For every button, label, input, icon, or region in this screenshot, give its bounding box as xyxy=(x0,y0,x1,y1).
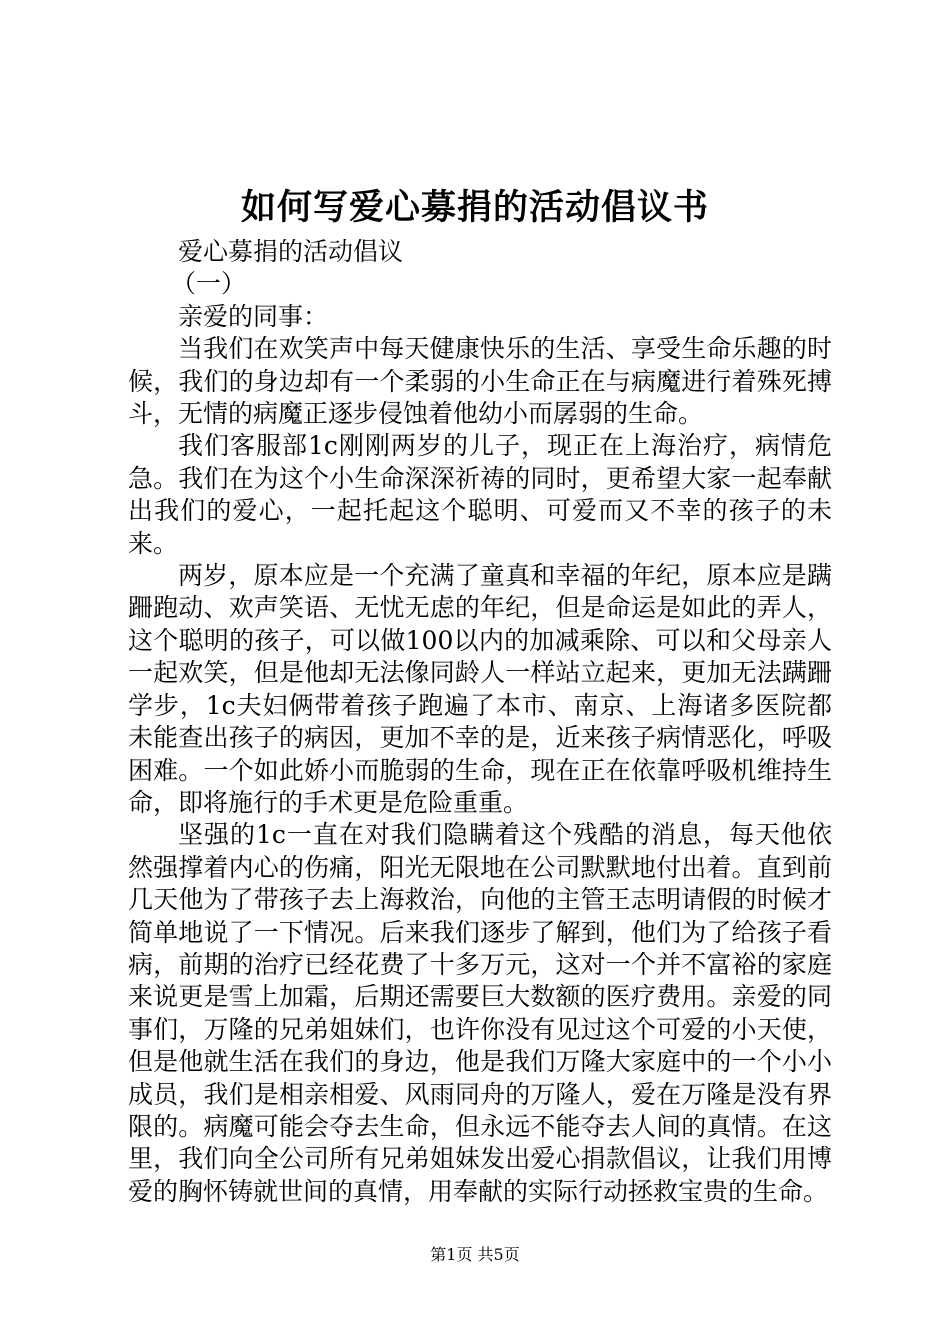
salutation: 亲爱的同事： xyxy=(178,301,329,331)
body-paragraph-1: 当我们在欢笑声中每天健康快乐的生活、享受生命乐趣的时候，我们的身边却有一个柔弱的小生命正在与病魔进行着殊死搏斗，无情的病魔正逐步侵蚀着他幼小而孱弱的生命。 xyxy=(128,334,832,429)
body-paragraph-4: 坚强的1c一直在对我们隐瞒着这个残酷的消息，每天他依然强撑着内心的伤痛，阳光无限地在公司默默地付出着。直到前几天他为了带孩子去上海救治，向他的主管王志明请假的时候才简单地说了一下情况。后来我们逐步了解到，他们为了给孩子看病，前期的治疗已经花费了十多万元，这对一个并不富裕的家庭来说更是雪上加霜，后期还需要巨大数额的医疗费用。亲爱的同事们，万隆的兄弟姐妹们，也许你没有见过这个可爱的小天使，但是他就生活在我们的身边，他是我们万隆大家庭中的一个小小成员，我们是相亲相爱、风雨同舟的万隆人，爱在万隆是没有界限的。病魔可能会夺去生命，但永远不能夺去人间的真情。在这里，我们向全公司所有兄弟姐妹发出爱心捐款倡议，让我们用博爱的胸怀铸就世间的真情，用奉献的实际行动拯救宝贵的生命。 xyxy=(128,820,832,1206)
document-title: 如何写爱心募捐的活动倡议书 xyxy=(240,187,709,228)
body-paragraph-2: 我们客服部1c刚刚两岁的儿子，现正在上海治疗，病情危急。我们在为这个小生命深深祈祷的同时，更希望大家一起奉献出我们的爱心，一起托起这个聪明、可爱而又不幸的孩子的未来。 xyxy=(128,431,832,558)
page-footer: 第1页 共5页 xyxy=(430,1245,520,1264)
body-paragraph-3: 两岁，原本应是一个充满了童真和幸福的年纪，原本应是蹒跚跑动、欢声笑语、无忧无虑的年纪，但是命运是如此的弄人，这个聪明的孩子，可以做100以内的加减乘除、可以和父母亲人一起欢笑，但是他却无法像同龄人一样站立起来，更加无法蹒跚学步，1c夫妇俩带着孩子跑遍了本市、南京、上海诸多医院都未能查出孩子的病因，更加不幸的是，近来孩子病情恶化，呼吸困难。一个如此娇小而脆弱的生命，现在正在依靠呼吸机维持生命，即将施行的手术更是危险重重。 xyxy=(128,561,832,817)
document-body xyxy=(128,236,832,1208)
section-mark: （一） xyxy=(171,269,247,299)
document-subtitle: 爱心募捐的活动倡议 xyxy=(178,237,404,266)
